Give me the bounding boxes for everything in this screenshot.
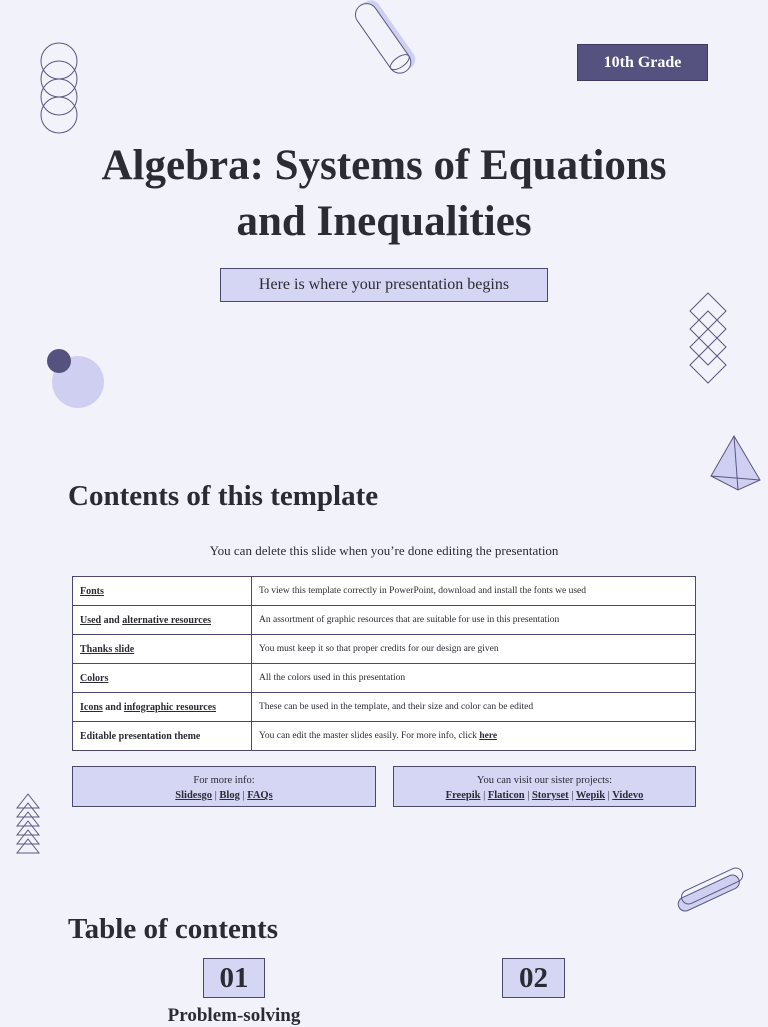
title-line-1: Algebra: Systems of Equations: [101, 142, 667, 189]
link-separator: |: [242, 790, 245, 801]
flaticon-link[interactable]: Flaticon: [487, 790, 525, 801]
table-row: [73, 693, 696, 722]
grade-badge: 10th Grade: [577, 44, 708, 81]
contents-heading: Contents of this template: [68, 480, 379, 512]
videvo-link[interactable]: Videvo: [612, 790, 644, 801]
table-row: [73, 635, 696, 664]
icons-link[interactable]: Icons: [80, 701, 103, 713]
circles-decoration: [46, 348, 108, 410]
freepik-link[interactable]: Freepik: [445, 790, 481, 801]
resource-name-cell: [73, 577, 252, 606]
alternative-resources-link[interactable]: alternative resources: [122, 614, 212, 626]
table-row: [73, 664, 696, 693]
name-connector: and: [102, 701, 124, 713]
resource-description: [252, 722, 696, 751]
resource-description: To view this template correctly in PowerPoint, download and install the fonts we used: [252, 577, 696, 606]
rings-decoration: [38, 42, 82, 138]
blog-link[interactable]: Blog: [219, 790, 240, 801]
cylinder-decoration: [355, 0, 425, 75]
table-row: [73, 722, 696, 751]
section-label-01: Problem-solving: [167, 1005, 301, 1026]
resource-name-cell: [73, 635, 252, 664]
used-resources-link[interactable]: Used: [80, 614, 102, 626]
diamonds-decoration: [688, 292, 728, 388]
here-link[interactable]: here: [479, 731, 498, 741]
resource-description: These can be used in the template, and their size and color can be edited: [252, 693, 696, 722]
slidesgo-link[interactable]: Slidesgo: [175, 790, 213, 801]
resource-name-cell: [73, 722, 252, 751]
capsule-decoration: [670, 868, 748, 910]
link-separator: |: [607, 790, 610, 801]
triangles-decoration: [14, 792, 42, 858]
more-info-box: [72, 766, 376, 807]
storyset-link[interactable]: Storyset: [531, 790, 569, 801]
more-info-label: For more info:: [193, 775, 255, 786]
contents-note: You can delete this slide when you’re done editing the presentation: [209, 543, 559, 558]
colors-link[interactable]: Colors: [80, 672, 109, 684]
sister-projects-links: [394, 788, 695, 803]
section-number-02[interactable]: 02: [502, 958, 565, 998]
page-title: [0, 138, 768, 250]
table-row: [73, 606, 696, 635]
pyramid-decoration: [708, 434, 764, 492]
wepik-link[interactable]: Wepik: [575, 790, 606, 801]
resource-description: An assortment of graphic resources that are suitable for use in this presentation: [252, 606, 696, 635]
resources-table: [72, 576, 696, 751]
subtitle-box: Here is where your presentation begins: [220, 268, 548, 302]
sister-projects-label: You can visit our sister projects:: [476, 775, 613, 786]
table-row: [73, 577, 696, 606]
sister-projects-box: [393, 766, 696, 807]
resource-name-cell: [73, 664, 252, 693]
faqs-link[interactable]: FAQs: [247, 790, 273, 801]
name-connector: and: [101, 614, 123, 626]
link-separator: |: [483, 790, 486, 801]
resource-description: You must keep it so that proper credits for our design are given: [252, 635, 696, 664]
editable-theme-label: Editable presentation theme: [80, 730, 201, 742]
section-number-01[interactable]: 01: [203, 958, 265, 998]
description-text: You can edit the master slides easily. For more info, click: [259, 731, 480, 741]
infographic-resources-link[interactable]: infographic resources: [123, 701, 217, 713]
link-separator: |: [571, 790, 574, 801]
resource-name-cell: [73, 693, 252, 722]
resource-name-cell: [73, 606, 252, 635]
link-separator: |: [527, 790, 530, 801]
toc-heading: Table of contents: [68, 913, 278, 945]
fonts-link[interactable]: Fonts: [80, 585, 104, 597]
resource-description: All the colors used in this presentation: [252, 664, 696, 693]
thanks-slide-link[interactable]: Thanks slide: [80, 643, 135, 655]
link-separator: |: [214, 790, 217, 801]
more-info-links: [73, 788, 375, 803]
title-line-2: and Inequalities: [236, 198, 532, 245]
